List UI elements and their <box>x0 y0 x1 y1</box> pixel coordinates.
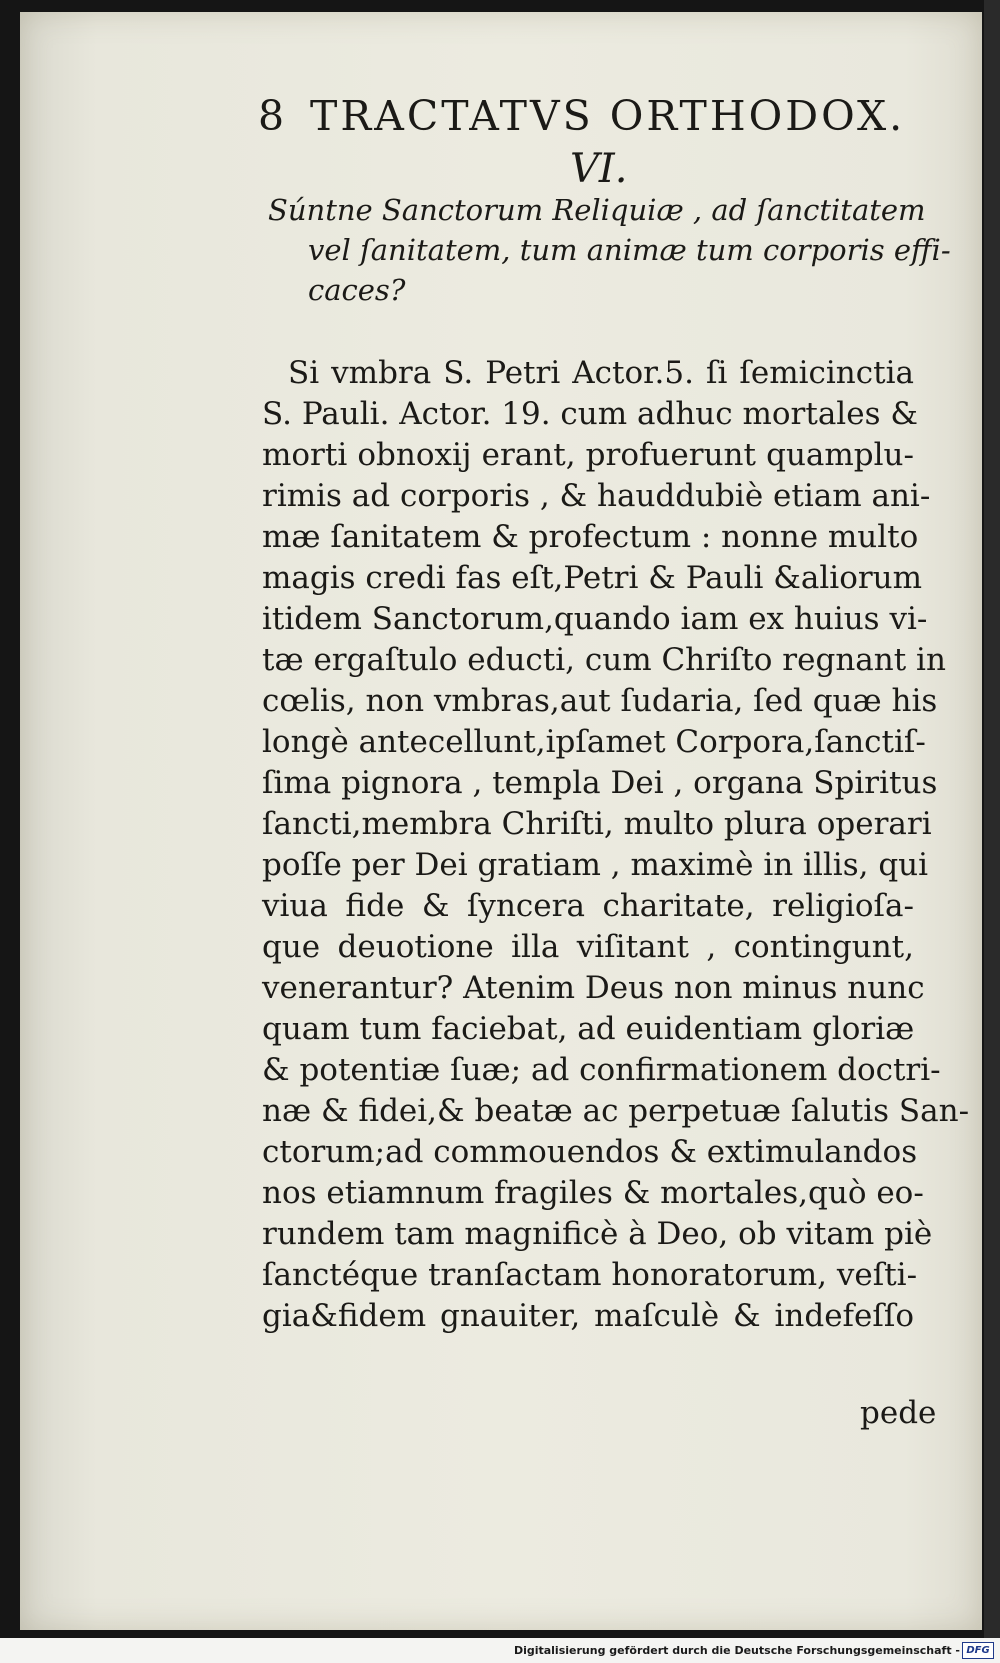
dfg-logo: DFG <box>962 1642 994 1659</box>
question-line: Súntne Sanctorum Reliquiæ , ad ſanctitatem <box>268 193 926 227</box>
body-line: næ & fidei,& beatæ ac perpetuæ ſalutis San- <box>262 1093 970 1129</box>
question-number: VI. <box>570 146 628 192</box>
body-line: quam tum faciebat, ad euidentiam gloriæ <box>262 1011 915 1047</box>
body-line: que deuotione illa viſitant , contingunt, <box>262 929 914 965</box>
body-line: venerantur? Atenim Deus non minus nunc <box>262 970 925 1006</box>
body-line: itidem Sanctorum,quando iam ex huius vi- <box>262 601 928 637</box>
funding-credit: Digitalisierung gefördert durch die Deutsche Forschungsgemeinschaft - <box>513 1644 960 1657</box>
question-line: caces? <box>308 273 406 307</box>
catchword: pede <box>860 1395 937 1431</box>
body-line: longè antecellunt,ipſamet Corpora,ſanctiſ- <box>262 724 926 760</box>
body-line: cœlis, non vmbras,aut ſudaria, ſed quæ his <box>262 683 938 719</box>
body-line: gia&fidem gnauiter, maſculè & indefeſſo <box>262 1298 914 1334</box>
body-line: ſancti,membra Chriſti, multo plura operari <box>262 806 932 842</box>
body-line: mæ ſanitatem & profectum : nonne multo <box>262 519 919 555</box>
body-line: viua fide & ſyncera charitate, religioſa- <box>262 888 914 924</box>
body-line: rundem tam magnificè à Deo, ob vitam piè <box>262 1216 933 1252</box>
folio-number: 8 <box>258 92 288 140</box>
running-title: TRACTATVS ORTHODOX. <box>310 92 906 140</box>
body-line: rimis ad corporis , & hauddubiè etiam ani- <box>262 478 931 514</box>
body-line: & potentiæ ſuæ; ad confirmationem doctri- <box>262 1052 941 1088</box>
body-line: poſſe per Dei gratiam , maximè in illis, qui <box>262 847 929 883</box>
body-line: ſima pignora , templa Dei , organa Spiritus <box>262 765 938 801</box>
page-edge <box>984 0 1000 1638</box>
body-line: S. Pauli. Actor. 19. cum adhuc mortales & <box>262 396 918 432</box>
question-line: vel ſanitatem, tum animæ tum corporis effi- <box>308 233 951 267</box>
body-line: morti obnoxij erant, profuerunt quamplu- <box>262 437 914 473</box>
body-line: ctorum;ad commouendos & extimulandos <box>262 1134 918 1170</box>
body-line: Si vmbra S. Petri Actor.5. ſi ſemicinctia <box>288 355 914 391</box>
body-line: nos etiamnum fragiles & mortales,quò eo- <box>262 1175 924 1211</box>
body-line: tæ ergaſtulo educti, cum Chriſto regnant in <box>262 642 946 678</box>
body-line: ſanctéque tranſactam honoratorum, veſti- <box>262 1257 918 1293</box>
body-line: magis credi fas eſt,Petri & Pauli &aliorum <box>262 560 923 596</box>
